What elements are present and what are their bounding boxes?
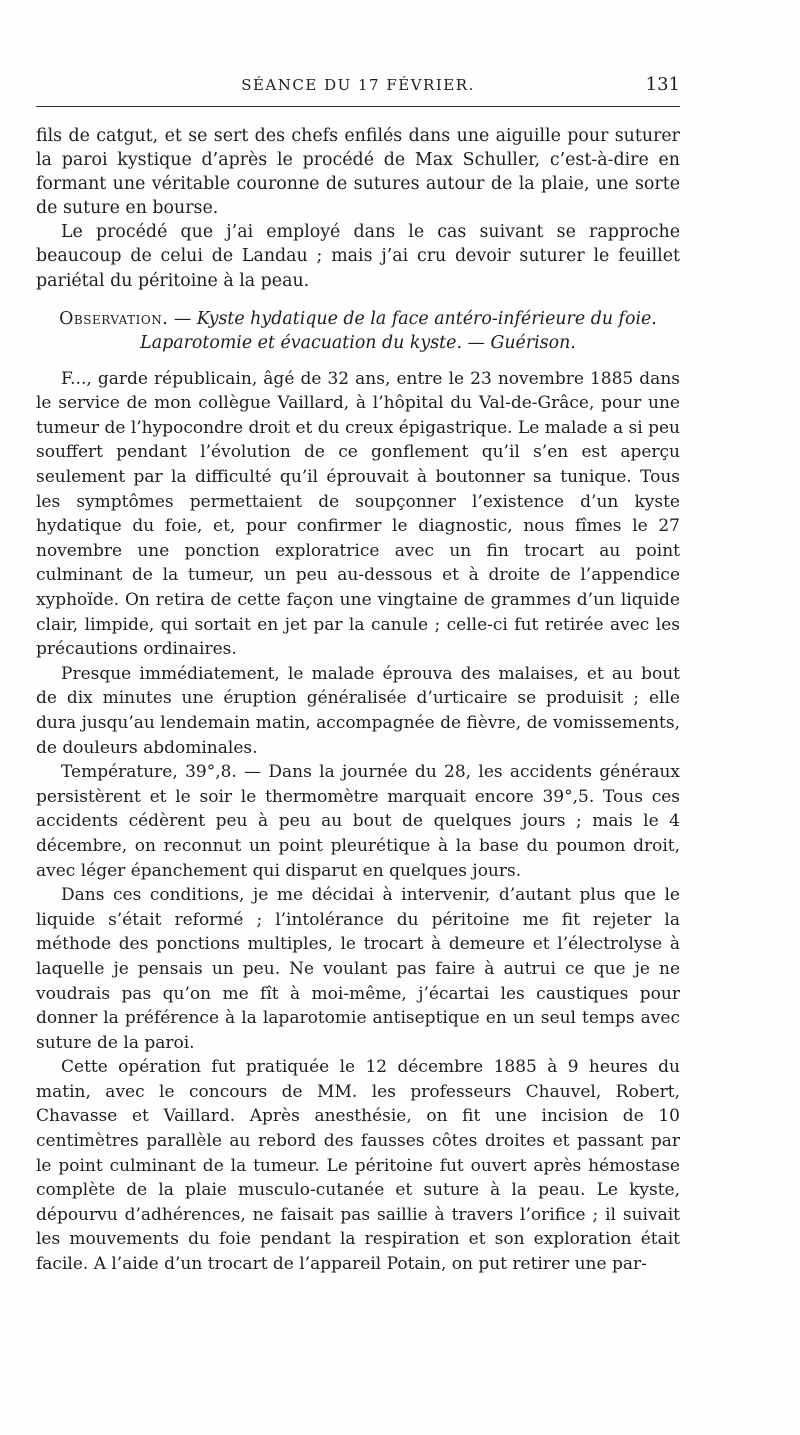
page-number: 131 xyxy=(645,74,680,95)
observation-dash: — xyxy=(168,308,197,329)
case-paragraph-admission: F..., garde républicain, âgé de 32 ans, entre le 23 novembre 1885 dans le service de mon collègue Vaillard, à l’hôpital du Val-de-Grâce, pour une tumeur de l’hypocondre droit et du creux épigastrique. Le malade a si peu souffert pendant l’évolution de ce gonflement qu’il s’en est aperçu seulement par la difficulté qu’il éprouvait à boutonner sa tunique. Tous les symptômes permettaient de soupçonner l’existence d’un kyste hydatique du foie, et, pour confirmer le diagnostic, nous fîmes le 27 novembre une ponction exploratrice avec un fin trocart au point culminant de la tumeur, un peu au-dessous et à droite de l’appendice xyphoïde. On retira de cette façon une vingtaine de grammes d’un liquide clair, limpide, qui sortait en jet par la canule ; celle-ci fut retirée avec les précautions ordinaires. xyxy=(36,368,680,660)
paragraph-procedure: Le procédé que j’ai employé dans le cas suivant se rapproche beaucoup de celui de Landau ; mais j’ai cru devoir suturer le feuillet pariétal du péritoine à la peau. xyxy=(36,222,680,291)
case-paragraph-temperature: Température, 39°,8. — Dans la journée du 28, les accidents généraux persistèrent et le soir le thermomètre marquait encore 39°,5. Tous ces accidents cédèrent peu à peu au bout de quelques jours ; mais le 4 décembre, on reconnut un point pleurétique à la base du poumon droit, avec léger épanchement qui disparut en quelques jours. xyxy=(36,762,680,881)
running-head: SÉANCE DU 17 FÉVRIER. xyxy=(241,76,475,94)
header-rule xyxy=(36,106,680,107)
case-paragraph-reaction: Presque immédiatement, le malade éprouva des malaises, et au bout de dix minutes une éruption généralisée d’urticaire se produisit ; elle dura jusqu’au lendemain matin, accompagnée de fièvre, de vomissements, de douleurs abdominales. xyxy=(36,663,680,758)
page-header xyxy=(36,74,680,104)
observation-title-2: Laparotomie et évacuation du kyste. xyxy=(140,332,462,353)
case-paragraph-operation: Cette opération fut pratiquée le 12 décembre 1885 à 9 heures du matin, avec le concours de MM. les professeurs Chauvel, Robert, Chavasse et Vaillard. Après anesthésie, on fit une incision de 10 centimètres parallèle au rebord des fausses côtes droites et passant par le point culminant de la tumeur. Le péritoine fut ouvert après hémostase complète de la plaie musculo-cutanée et suture à la peau. Le kyste, dépourvu d’adhérences, ne faisait pas saillie à travers l’orifice ; il suivait les mouvements du foie pendant la respiration et son exploration était facile. A l’aide d’un trocart de l’appareil Potain, on put retirer une par- xyxy=(36,1057,680,1275)
observation-line-1 xyxy=(36,307,680,331)
observation-title-end: Guérison. xyxy=(490,332,576,353)
observation-title-1: Kyste hydatique de la face antéro-inférieure du foie. xyxy=(196,308,657,329)
observation-dash-2: — xyxy=(462,332,491,353)
observation-label: Observation. xyxy=(59,308,169,329)
observation-line-2 xyxy=(36,331,680,355)
body-text xyxy=(36,124,680,1277)
observation-heading xyxy=(36,307,680,355)
case-paragraph-decision: Dans ces conditions, je me décidai à intervenir, d’autant plus que le liquide s’était reformé ; l’intolérance du péritoine me fit rejeter la méthode des ponctions multiples, le trocart à demeure et l’électrolyse à laquelle je pensais un peu. Ne voulant pas faire à autrui ce que je ne voudrais pas qu’on me fît à moi-même, j’écartai les caustiques pour donner la préférence à la laparotomie antiseptique en un seul temps avec suture de la paroi. xyxy=(36,885,680,1053)
paragraph-continuation: fils de catgut, et se sert des chefs enfilés dans une aiguille pour suturer la paroi kystique d’après le procédé de Max Schuller, c’est-à-dire en formant une véritable couronne de sutures autour de la plaie, une sorte de suture en bourse. xyxy=(36,126,680,219)
